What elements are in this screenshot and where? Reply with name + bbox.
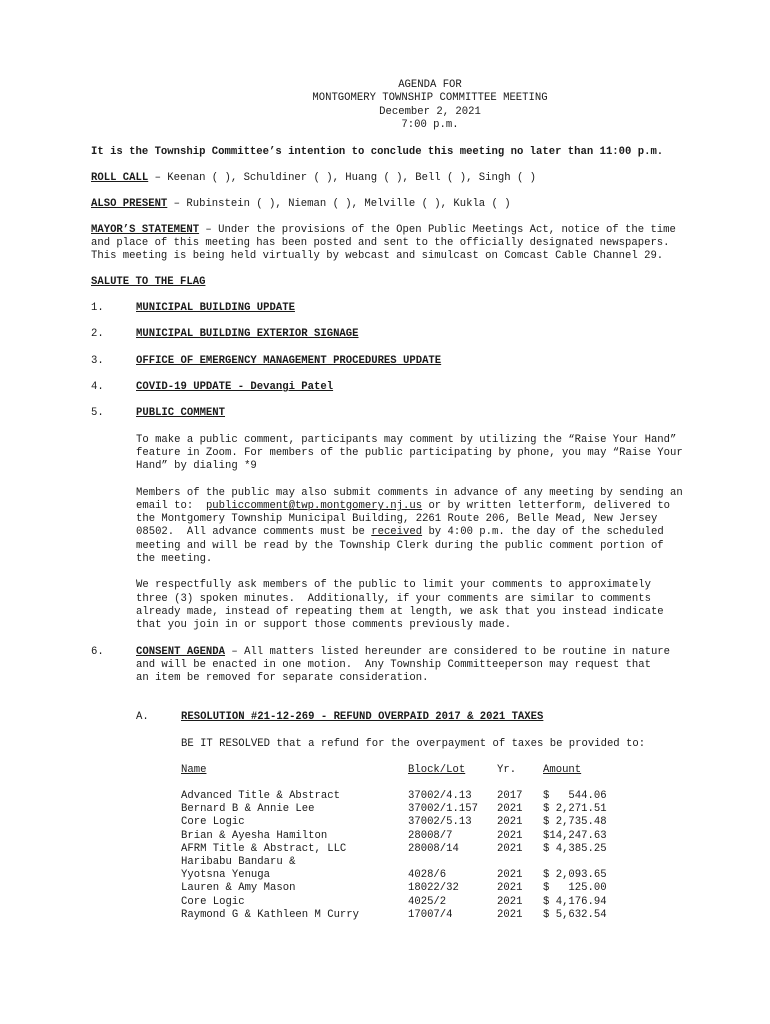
item-number: 1. [91, 302, 104, 314]
public-comment-p2-line [136, 526, 664, 539]
email-suffix: or by written letterform, delivered to [422, 500, 671, 512]
table-cell-yr: 2021 [497, 882, 523, 895]
table-cell-block: 28008/7 [408, 829, 453, 842]
public-comment-p3-line: that you join in or support those comments previously made. [136, 619, 512, 631]
table-cell-amount: $ 2,735.48 [543, 816, 607, 829]
table-cell-name: Core Logic [181, 895, 245, 908]
table-cell-yr: 2021 [497, 908, 523, 921]
public-comment-p2-line [136, 500, 670, 513]
received-prefix: 08502. All advance comments must be [136, 526, 372, 538]
table-cell-yr: 2021 [497, 895, 523, 908]
column-header-amount: Amount [543, 764, 582, 776]
received-word: received [371, 526, 423, 538]
mayors-statement-line-3: This meeting is being held virtually by webcast and simulcast on Comcast Cable Channel 29. [91, 250, 664, 262]
table-cell-name: Haribabu Bandaru & [181, 856, 296, 868]
resolution-intro: BE IT RESOLVED that a refund for the overpayment of taxes be provided to: [181, 738, 646, 750]
public-comment-p2-line: the meeting. [136, 553, 213, 565]
column-header-year: Yr. [497, 764, 517, 776]
item-number: 2. [91, 328, 104, 340]
consent-agenda-line-3: an item be removed for separate consideration. [136, 672, 429, 684]
column-header-name: Name [181, 764, 207, 776]
table-cell-yr: 2021 [497, 869, 523, 882]
mayors-statement-label: MAYOR’S STATEMENT [91, 224, 200, 236]
header-line-3: December 2, 2021 [379, 106, 481, 118]
item-number: 6. [91, 646, 104, 658]
table-cell-amount: $14,247.63 [543, 829, 607, 842]
public-comment-p2-line: meeting and will be read by the Township Clerk during the public comment portion of [136, 540, 664, 552]
table-cell-name: Lauren & Amy Mason [181, 882, 296, 895]
table-cell-yr: 2021 [497, 803, 523, 816]
consent-agenda-line-1 [136, 646, 670, 659]
roll-call [91, 172, 536, 185]
public-comment-p1-line: To make a public comment, participants may comment by utilizing the “Raise Your Hand” [136, 434, 677, 446]
header-line-1: AGENDA FOR [398, 79, 462, 91]
table-cell-block: 4025/2 [408, 895, 447, 908]
item-title-municipal-building-update: MUNICIPAL BUILDING UPDATE [136, 302, 295, 314]
table-cell-name: Yyotsna Yenuga [181, 869, 271, 882]
table-cell-block: 37002/1.157 [408, 803, 478, 816]
roll-call-text: – Keenan ( ), Schuldiner ( ), Huang ( ), Bell ( ), Singh ( ) [148, 172, 537, 184]
public-comment-p3-line: We respectfully ask members of the public to limit your comments to approximately [136, 579, 651, 591]
consent-agenda-text: – All matters listed hereunder are considered to be routine in nature [225, 646, 671, 658]
item-title-public-comment: PUBLIC COMMENT [136, 407, 226, 419]
email-prefix: email to: [136, 500, 206, 512]
received-suffix: by 4:00 p.m. the day of the scheduled [422, 526, 664, 538]
table-cell-name: Advanced Title & Abstract [181, 790, 340, 802]
resolution-letter: A. [136, 711, 149, 723]
table-cell-amount: $ 2,271.51 [543, 803, 607, 816]
table-cell-amount: $ 2,093.65 [543, 869, 607, 882]
item-title-oem-procedures: OFFICE OF EMERGENCY MANAGEMENT PROCEDURES UPDATE [136, 355, 442, 367]
table-cell-amount: $ 125.00 [543, 882, 607, 895]
column-header-block-lot: Block/Lot [408, 764, 466, 776]
header-line-2: MONTGOMERY TOWNSHIP COMMITTEE MEETING [312, 92, 548, 104]
table-cell-block: 37002/4.13 [408, 790, 472, 802]
item-number: 3. [91, 355, 104, 367]
table-cell-amount: $ 544.06 [543, 790, 607, 802]
public-comment-p2-line: Members of the public may also submit comments in advance of any meeting by sending an [136, 487, 683, 499]
item-number: 5. [91, 407, 104, 419]
table-cell-amount: $ 4,176.94 [543, 895, 607, 908]
table-cell-yr: 2021 [497, 829, 523, 842]
mayors-statement-line-2: and place of this meeting has been posted and sent to the officially designated newspapers. [91, 237, 670, 249]
email-link[interactable]: publiccomment@twp.montgomery.nj.us [205, 500, 423, 512]
roll-call-label: ROLL CALL [91, 172, 149, 184]
public-comment-p2-line: the Montgomery Township Municipal Building, 2261 Route 206, Belle Mead, New Jersey [136, 513, 658, 525]
table-cell-block: 4028/6 [408, 869, 447, 882]
table-cell-name: Bernard B & Annie Lee [181, 803, 315, 816]
table-cell-yr: 2021 [497, 816, 523, 829]
resolution-title: RESOLUTION #21-12-269 - REFUND OVERPAID 2017 & 2021 TAXES [181, 711, 544, 723]
public-comment-p1-line: Hand” by dialing *9 [136, 460, 257, 472]
table-cell-block: 18022/32 [408, 882, 459, 895]
item-number: 4. [91, 381, 104, 393]
table-cell-yr: 2017 [497, 790, 523, 802]
public-comment-p3-line: three (3) spoken minutes. Additionally, if your comments are similar to comments [136, 593, 651, 605]
public-comment-p3-line: already made, instead of repeating them at length, we ask that you instead indicate [136, 606, 664, 618]
table-cell-name: Brian & Ayesha Hamilton [181, 829, 328, 842]
also-present-label: ALSO PRESENT [91, 198, 168, 210]
table-cell-amount: $ 5,632.54 [543, 908, 607, 921]
intention-statement: It is the Township Committee’s intention to conclude this meeting no later than 11:00 p.m. [91, 146, 664, 158]
also-present-text: – Rubinstein ( ), Nieman ( ), Melville ( ), Kukla ( ) [167, 198, 511, 210]
consent-agenda-label: CONSENT AGENDA [136, 646, 226, 658]
header-line-4: 7:00 p.m. [401, 119, 459, 131]
table-cell-name: Core Logic [181, 816, 245, 829]
table-cell-yr: 2021 [497, 842, 523, 855]
table-cell-name: AFRM Title & Abstract, LLC [181, 842, 347, 855]
table-cell-name: Raymond G & Kathleen M Curry [181, 908, 360, 921]
also-present [91, 198, 511, 211]
table-cell-block: 17007/4 [408, 908, 453, 921]
item-title-covid-update: COVID-19 UPDATE - Devangi Patel [136, 381, 334, 393]
table-cell-amount: $ 4,385.25 [543, 842, 607, 855]
salute-to-the-flag: SALUTE TO THE FLAG [91, 276, 206, 288]
public-comment-p1-line: feature in Zoom. For members of the public participating by phone, you may “Raise Your [136, 447, 683, 459]
mayors-statement [91, 224, 676, 237]
consent-agenda-line-2: and will be enacted in one motion. Any Township Committeeperson may request that [136, 659, 651, 671]
table-cell-block: 28008/14 [408, 842, 459, 855]
mayors-statement-line-1: – Under the provisions of the Open Public Meetings Act, notice of the time [199, 224, 676, 236]
item-title-exterior-signage: MUNICIPAL BUILDING EXTERIOR SIGNAGE [136, 328, 359, 340]
table-cell-block: 37002/5.13 [408, 816, 472, 829]
